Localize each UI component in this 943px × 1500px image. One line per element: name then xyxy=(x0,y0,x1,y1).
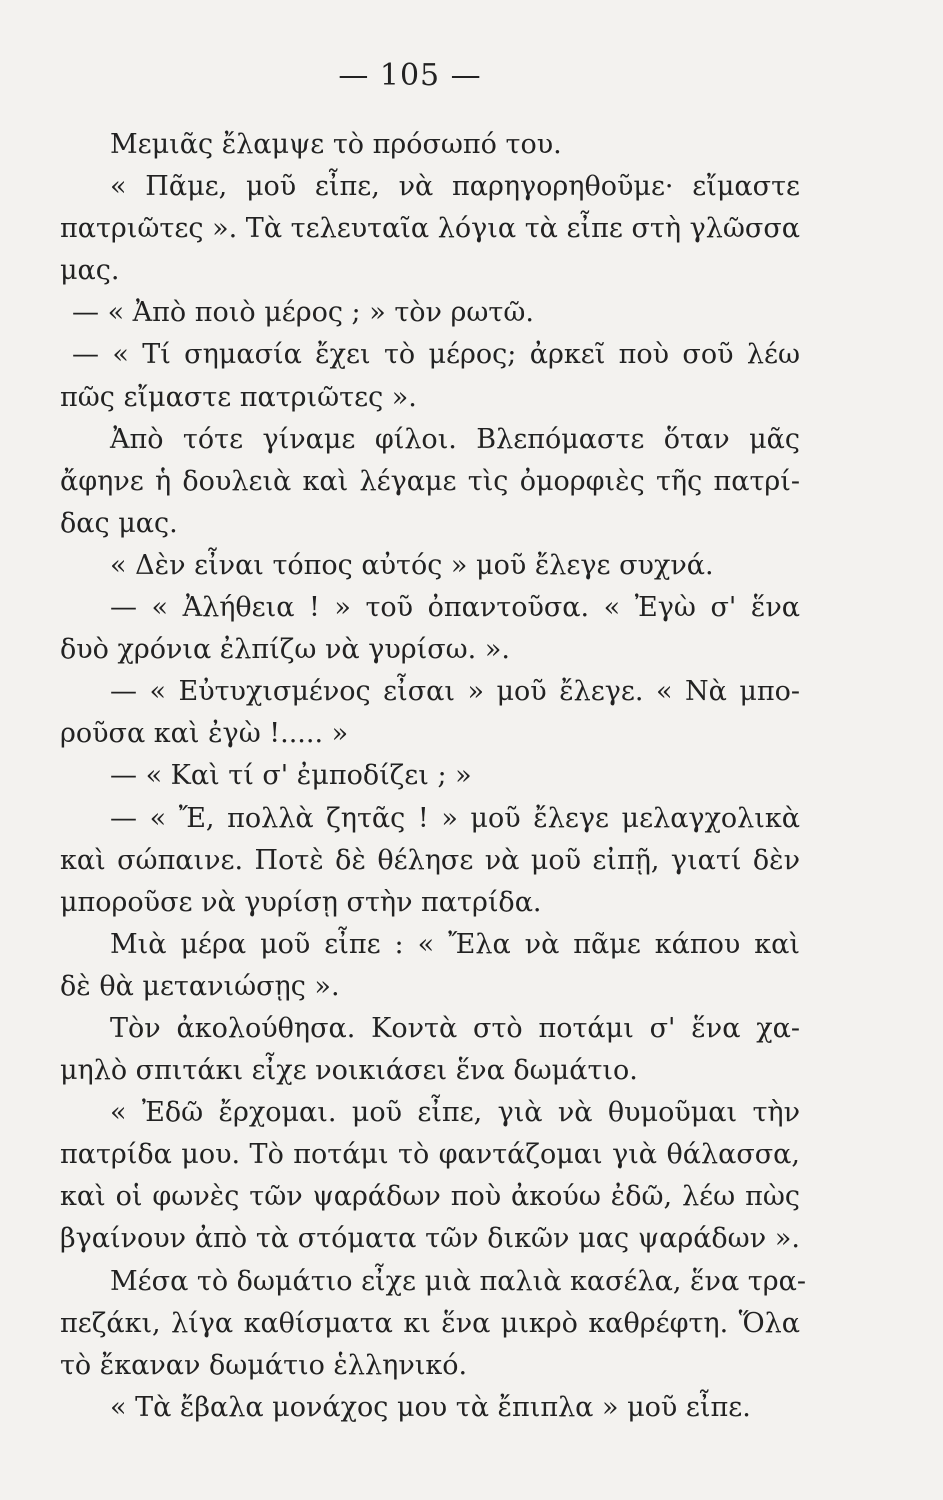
text-line: πῶς εἴμαστε πατριῶτες ». xyxy=(60,381,417,413)
text-line: μποροῦσε νὰ γυρίσῃ στὴν πατρίδα. xyxy=(60,886,542,918)
text-line: — « Τί σημασία ἔχει τὸ μέρος; ἀρκεῖ ποὺ σοῦ λέω xyxy=(72,339,800,371)
text-line: — « Ἀλήθεια ! » τοῦ ὀπαντοῦσα. « Ἐγὼ σ' ἕνα xyxy=(110,592,800,624)
text-line: « Ἐδῶ ἔρχομαι. μοῦ εἶπε, γιὰ νὰ θυμοῦμαι τὴν xyxy=(110,1097,800,1129)
text-line: Ἀπὸ τότε γίναμε φίλοι. Βλεπόμαστε ὅταν μᾶς xyxy=(110,423,800,455)
text-line: μας. xyxy=(60,255,120,287)
text-line: — « Ἀπὸ ποιὸ μέρος ; » τὸν ρωτῶ. xyxy=(72,297,534,329)
text-line: « Δὲν εἶναι τόπος αὐτός » μοῦ ἔλεγε συχνά. xyxy=(110,549,714,581)
text-line: δὲ θὰ μετανιώσῃς ». xyxy=(60,970,340,1002)
text-line: — « Εὐτυχισμένος εἶσαι » μοῦ ἔλεγε. « Νὰ μπο- xyxy=(110,676,800,708)
page-number: — 105 — xyxy=(338,58,482,93)
text-line: πεζάκι, λίγα καθίσματα κι ἕνα μικρὸ καθρέφτη. Ὅλα xyxy=(60,1307,800,1339)
text-line: τὸ ἔκαναν δωμάτιο ἑλληνικό. xyxy=(60,1349,468,1381)
text-line: καὶ σώπαινε. Ποτὲ δὲ θέλησε νὰ μοῦ εἰπῇ, γιατί δὲν xyxy=(60,844,800,876)
text-line: μηλὸ σπιτάκι εἶχε νοικιάσει ἕνα δωμάτιο. xyxy=(60,1055,638,1087)
text-line: — « Καὶ τί σ' ἐμποδίζει ; » xyxy=(110,760,472,792)
text-line: Τὸν ἀκολούθησα. Κοντὰ στὸ ποτάμι σ' ἕνα χα- xyxy=(110,1012,800,1044)
text-line: πατριῶτες ». Τὰ τελευταῖα λόγια τὰ εἶπε στὴ γλῶσσα xyxy=(60,213,800,245)
text-line: Μιὰ μέρα μοῦ εἶπε : « Ἔλα νὰ πᾶμε κάπου καὶ xyxy=(110,928,800,960)
text-line: ροῦσα καὶ ἐγὼ !..... » xyxy=(60,718,349,750)
text-line: βγαίνουν ἀπὸ τὰ στόματα τῶν δικῶν μας ψαράδων ». xyxy=(60,1223,800,1255)
text-line: ἄφηνε ἡ δουλειὰ καὶ λέγαμε τὶς ὀμορφιὲς τῆς πατρί- xyxy=(60,465,800,497)
text-line: Μεμιᾶς ἔλαμψε τὸ πρόσωπό του. xyxy=(110,129,562,160)
text-line: Μέσα τὸ δωμάτιο εἶχε μιὰ παλιὰ κασέλα, ἕνα τρα- xyxy=(110,1265,806,1297)
text-line: « Τὰ ἔβαλα μονάχος μου τὰ ἔπιπλα » μοῦ εἶπε. xyxy=(110,1391,751,1423)
page-body-text xyxy=(60,124,806,1429)
text-line: καὶ οἱ φωνὲς τῶν ψαράδων ποὺ ἀκούω ἐδῶ, λέω πὼς xyxy=(60,1181,800,1213)
text-line: — « Ἔ, πολλὰ ζητᾶς ! » μοῦ ἔλεγε μελαγχολικὰ xyxy=(110,802,800,834)
text-line: « Πᾶμε, μοῦ εἶπε, νὰ παρηγορηθοῦμε· εἴμαστε xyxy=(110,171,800,203)
text-line: δας μας. xyxy=(60,507,178,539)
text-line: δυὸ χρόνια ἐλπίζω νὰ γυρίσω. ». xyxy=(60,634,510,666)
text-line: πατρίδα μου. Τὸ ποτάμι τὸ φαντάζομαι γιὰ θάλασσα, xyxy=(60,1139,800,1171)
